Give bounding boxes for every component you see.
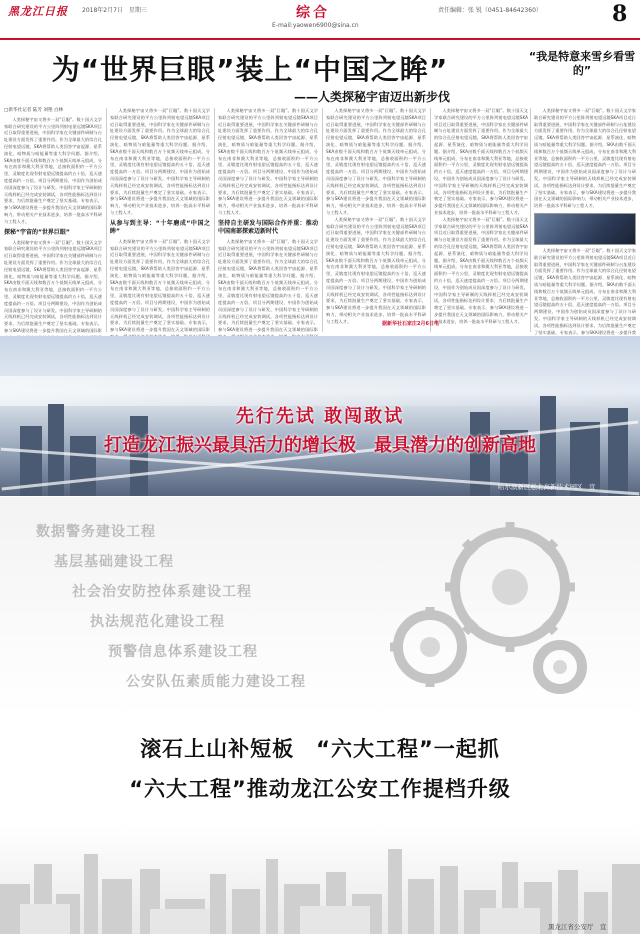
- column-text: 人类探秘宇宙又将多一双“巨眼”。数十国天文学家联合研究建设的平方公里阵列射电望远镜SKA项目近日取得重要进展，中国科学家在关键部件研制与台址建设方面发挥了重要作用。作为全球最大的综合孔径射电望远镜，SKA将帮助人类回答宇宙起源、星系演化、暗物质与暗能量等重大科学问题。据介绍，SKA由数千面天线和数百万个低频天线单元组成，分布在南非和澳大利亚等地，总接收面积约一平方公里，灵敏度比现有射电望远镜提高约五十倍，巡天速度提高约一万倍。项目分两期建设，中国作为创始成员国深度参与了设计与研发。中国科学家主导研制的天线样机已经完成安装调试，各项性能指标达到设计要求，为后续批量生产奠定了坚实基础。专家表示，参与SKA建设将进一步提升我国在天文领域的国际影响力，带动相关产业技术进步，培养一批高水平科研与工程人才。: [534, 108, 636, 209]
- column-divider: [214, 108, 215, 332]
- column-text: 人类探秘宇宙又将多一双“巨眼”。数十国天文学家联合研究建设的平方公里阵列射电望远镜SKA项目近日取得重要进展，中国科学家在关键部件研制与台址建设方面发挥了重要作用。作为全球最大的综合孔径射电望远镜，SKA将帮助人类回答宇宙起源、星系演化、暗物质与暗能量等重大科学问题。据介绍，SKA由数千面天线和数百万个低频天线单元组成，分布在南非和澳大利亚等地，总接收面积约一平方公里，灵敏度比现有射电望远镜提高约五十倍，巡天速度提高约一万倍。项目分两期建设，中国作为创始成员国深度参与了设计与研发。中国科学家主导研制的天线样机已经完成安装调试，各项性能指标达到设计要求，为后续批量生产奠定了坚实基础。专家表示，参与SKA建设将进一步提升我国在天文领域的国际影响力，带动相关产业技术进步，培养一批高水平科研与工程人才。: [434, 108, 528, 215]
- column-divider: [106, 108, 107, 332]
- column-text: 人类探秘宇宙又将多一双“巨眼”。数十国天文学家联合研究建设的平方公里阵列射电望远镜SKA项目近日取得重要进展，中国科学家在关键部件研制与台址建设方面发挥了重要作用。作为全球最大的综合孔径射电望远镜，SKA将帮助人类回答宇宙起源、星系演化、暗物质与暗能量等重大科学问题。据介绍，SKA由数千面天线和数百万个低频天线单元组成，分布在南非和澳大利亚等地，总接收面积约一平方公里，灵敏度比现有射电望远镜提高约五十倍，巡天速度提高约一万倍。项目分两期建设，中国作为创始成员国深度参与了设计与研发。中国科学家主导研制的天线样机已经完成安装调试，各项性能指标达到设计要求，为后续批量生产奠定了坚实基础。专家表示，参与SKA建设将进一步提升我国在天文领域的国际影响力，带动相关产业技术进步，培养一批高水平科研与工程人才。: [326, 108, 426, 215]
- column-text: 人类探秘宇宙又将多一双“巨眼”。数十国天文学家联合研究建设的平方公里阵列射电望远镜SKA项目近日取得重要进展，中国科学家在关键部件研制与台址建设方面发挥了重要作用。作为全球最大的综合孔径射电望远镜，SKA将帮助人类回答宇宙起源、星系演化、暗物质与暗能量等重大科学问题。据介绍，SKA由数千面天线和数百万个低频天线单元组成，分布在南非和澳大利亚等地，总接收面积约一平方公里，灵敏度比现有射电望远镜提高约五十倍，巡天速度提高约一万倍。项目分两期建设，中国作为创始成员国深度参与了设计与研发。中国科学家主导研制的天线样机已经完成安装调试，各项性能指标达到设计要求，为后续批量生产奠定了坚实基础。专家表示，参与SKA建设将进一步提升我国在天文领域的国际影: [218, 238, 318, 333]
- section-heading-2: 从参与到主导：“十年磨成“中国之眸”: [110, 219, 210, 235]
- page-number: 8: [612, 1, 628, 27]
- project-item: 基层基础建设工程: [54, 554, 174, 570]
- article-signature: 据新华社石家庄2月6日电: [382, 321, 439, 327]
- issue-date: 2018年2月7日 星期三: [82, 7, 147, 14]
- column-text: 人类探秘宇宙又将多一双“巨眼”。数十国天文学家联合研究建设的平方公里阵列射电望远镜SKA项目近日取得重要进展，中国科学家在关键部件研制与台址建设方面发挥了重要作用。作为全球最大的综合孔径射电望远镜，SKA将帮助人类回答宇宙起源、星系演化、暗物质与暗能量等重大科学问题。据介绍，SKA由数千面天线和数百万个低频天线单元组成，分布在南非和澳大利亚等地，总接收面积约一平方公里，灵敏度比现有射电望远镜提高约五十倍，巡天速度提高约一万倍。项目分两期建设，中国作为创始成员国深度参与了设计与研发。中国科学家主导研制的天线样机已经完成安装调试，各项性能指标达到设计要求，为后续批量生产奠定了坚实基础。专家表示，参与SKA建设将进一步提升我国在天文领域的国际影响力，带动相关产业技术进步，培养一批高水平科研与工程人才。: [218, 108, 318, 215]
- responsible-editor: 责任编辑：张 锐（0451-84642360）: [438, 7, 542, 14]
- section-heading-1: 探秘“宇宙的”世界巨眼”: [4, 228, 70, 236]
- column-text: 人类探秘宇宙又将多一双“巨眼”。数十国天文学家联合研究建设的平方公里阵列射电望远镜SKA项目近日取得重要进展，中国科学家在关键部件研制与台址建设方面发挥了重要作用。作为全球最大的综合孔径射电望远镜，SKA将帮助人类回答宇宙起源、星系演化、暗物质与暗能量等重大科学问题。据介绍，SKA由数千面天线和数百万个低频天线单元组成，分布在南非和澳大利亚等地，总接收面积约一平方公里，灵敏度比现有射电望远镜提高约五十倍，巡天速度提高约一万倍。项目分两期建设，中国作为创始成员国深度参与了设计与研发。中国科学家主导研制的天线样机已经完成安装调试，各项性能指标达到设计要求，为后续批量生产奠定了坚实基础。专家表示，参与SKA建设将进一步提升我: [534, 247, 636, 335]
- city-skyline-icon: [0, 824, 640, 934]
- article-column-1: [4, 108, 102, 332]
- column-text: 人类探秘宇宙又将多一双“巨眼”。数十国天文学家联合研究建设的平方公里阵列射电望远镜SKA项目近日取得重要进展，中国科学家在关键部件研制与台址建设方面发挥了重要作用。作为全球最大的综合孔径射电望远镜，SKA将帮助人类回答宇宙起源、星系演化、暗物质与暗能量等重大科学问题。据介绍，SKA由数千面天线和数百万个低频天线单元组成，分布在南非和澳大利亚等地，总接收面积约一平方公里，灵敏度比现有射电望远镜提高约五十倍，巡天速度提高约一万倍。项目分两期建设，中国作为创始成员国深度参与了设计与研发。中国科学家主导研制的天线样机已经完成安装调试，各项性能指标达到设计要求，为后续批量生产奠定了坚实基础。专家表示，参与SKA建设将进一步提升我国在天文领域的国际影响力，带动相关产业技术进步，培养一批高水平科研与工程人才。: [434, 216, 528, 324]
- project-item: 公安队伍素质能力建设工程: [126, 674, 306, 690]
- gear-cluster-icon: [360, 507, 590, 707]
- column-text: 人类探秘宇宙又将多一双“巨眼”。数十国天文学家联合研究建设的平方公里阵列射电望远镜SKA项目近日取得重要进展，中国科学家在关键部件研制与台址建设方面发挥了重要作用。作为全球最大的综合孔径射电望远镜，SKA将帮助人类回答宇宙起源、星系演化、暗物质与暗能量等重大科学问题。据介绍，SKA由数千面天线和数百万个低频天线单元组成，分布在南非和澳大利亚等地，总接收面积约一平方公里，灵敏度比现有射电望远镜提高约五十倍，巡天速度提高约一万倍。项目分两期建设，中国作为创始成员国深度参与了设计与研发。中国科学家主导研制的天线样机已经完成安装调试，各项性能指标达到设计要求，为后续批量生产奠定了坚实基础。专家表示，参与SKA建设将进一步提升我国在天文领域的国际影响力，带动相关产业技术进步，培养一批高水平科研与工程人才。: [4, 116, 102, 224]
- article-byline: □新华社记者 陆芳 刘艳 白林: [4, 108, 64, 113]
- article-column-2: [110, 108, 210, 332]
- ad-sponsor-credit: 黑龙江省公安厅 宣: [548, 923, 607, 931]
- project-item: 执法规范化建设工程: [90, 614, 225, 630]
- editor-email: E-mail:yaowen6900@sina.cn: [272, 22, 359, 29]
- column-text: 人类探秘宇宙又将多一双“巨眼”。数十国天文学家联合研究建设的平方公里阵列射电望远镜SKA项目近日取得重要进展，中国科学家在关键部件研制与台址建设方面发挥了重要作用。作为全球最大的综合孔径射电望远镜，SKA将帮助人类回答宇宙起源、星系演化、暗物质与暗能量等重大科学问题。据介绍，SKA由数千面天线和数百万个低频天线单元组成，分布在南非和澳大利亚等地，总接收面积约一平方公里，灵敏度比现有射电望远镜提高约五十倍，巡天速度提高约一万倍。项目分两期建设，中国作为创始成员国深度参与了设计与研发。中国科学家主导研制的天线样机已经完成安装调试，各项性能指标达到设计要求，为后续批量生产奠定了坚实基础。专家表示，参与SKA建设将进一步提升我国在天文领域的国际影响力，带动相关产业技术进步，培养一批高水平科研与工程人才。: [110, 108, 210, 215]
- sidebar-article-title: “我是特意来雪乡看雪的”: [528, 50, 636, 77]
- project-item: 预警信息体系建设工程: [108, 644, 258, 660]
- article-body: [4, 108, 636, 335]
- advertisement-new-district: [0, 336, 640, 496]
- sidebar-photo: [534, 213, 636, 245]
- column-divider: [322, 108, 323, 332]
- article-column-4: [326, 108, 426, 332]
- column-text: 人类探秘宇宙又将多一双“巨眼”。数十国天文学家联合研究建设的平方公里阵列射电望远镜SKA项目近日取得重要进展，中国科学家在关键部件研制与台址建设方面发挥了重要作用。作为全球最大的综合孔径射电望远镜，SKA将帮助人类回答宇宙起源、星系演化、暗物质与暗能量等重大科学问题。据介绍，SKA由数千面天线和数百万个低频天线单元组成，分布在南非和澳大利亚等地，总接收面积约一平方公里，灵敏度比现有射电望远镜提高约五十倍，巡天速度提高约一万倍。项目分两期建设，中国作为创始成员国深度参与了设计与研发。中国科学家主导研制的天线样机已经完成安装调试，各项性能指标达到设计要求，为后续批量生产奠定了坚实基础。专家表示，参与SKA建设将进一步提升我国在天文领域的国际影: [4, 239, 102, 333]
- ad-slogan-secondary: 打造龙江振兴最具活力的增长极 最具潜力的创新高地: [104, 435, 536, 456]
- column-divider: [530, 108, 531, 332]
- project-item: 数据警务建设工程: [36, 524, 156, 540]
- sidebar-column: [534, 108, 636, 335]
- main-headline: 为“世界巨眼”装上“中国之眸”: [51, 53, 449, 86]
- section-heading-3: 坚持自主研发与国际合作并重：推动中国南部探索迈新时代: [218, 219, 318, 235]
- article-column-5: [434, 108, 528, 332]
- column-text: 人类探秘宇宙又将多一双“巨眼”。数十国天文学家联合研究建设的平方公里阵列射电望远镜SKA项目近日取得重要进展，中国科学家在关键部件研制与台址建设方面发挥了重要作用。作为全球最大的综合孔径射电望远镜，SKA将帮助人类回答宇宙起源、星系演化、暗物质与暗能量等重大科学问题。据介绍，SKA由数千面天线和数百万个低频天线单元组成，分布在南非和澳大利亚等地，总接收面积约一平方公里，灵敏度比现有射电望远镜提高约五十倍，巡天速度提高约一万倍。项目分两期建设，中国作为创始成员国深度参与了设计与研发。中国科学家主导研制的天线样机已经完成安装调试，各项性能指标达到设计要求，为后续批量生产奠定了坚实基础。专家表示，参与SKA建设将进一步提升我国在天文领域的国际影: [110, 238, 210, 333]
- ad-sponsor-credit: 哈尔滨新区松北高新技术园区 宣: [498, 483, 596, 491]
- newspaper-logo: 黑龙江日报: [8, 5, 68, 18]
- masthead: [0, 0, 640, 40]
- column-text: 人类探秘宇宙又将多一双“巨眼”。数十国天文学家联合研究建设的平方公里阵列射电望远镜SKA项目近日取得重要进展，中国科学家在关键部件研制与台址建设方面发挥了重要作用。作为全球最大的综合孔径射电望远镜，SKA将帮助人类回答宇宙起源、星系演化、暗物质与暗能量等重大科学问题。据介绍，SKA由数千面天线和数百万个低频天线单元组成，分布在南非和澳大利亚等地，总接收面积约一平方公里，灵敏度比现有射电望远镜提高约五十倍，巡天速度提高约一万倍。项目分两期建设，中国作为创始成员国深度参与了设计与研发。中国科学家主导研制的天线样机已经完成安装调试，各项性能指标达到设计要求，为后续批量生产奠定了坚实基础。专家表示，参与SKA建设将进一步提升我国在天文领域的国际影响力，带动相关产业技术进步，培养一批高水平科研与工程人才。: [326, 216, 426, 324]
- ad-main-title: 滚石上山补短板 “六大工程”一起抓: [140, 737, 500, 761]
- column-divider: [430, 108, 431, 332]
- sub-headline: ——人类探秘宇宙迈出新步伐: [293, 90, 450, 104]
- project-item: 社会治安防控体系建设工程: [72, 584, 252, 600]
- section-title: 综合: [296, 5, 330, 21]
- article-column-3: [218, 108, 318, 332]
- advertisement-public-security: [0, 497, 640, 934]
- ad-sub-title: “六大工程”推动龙江公安工作提档升级: [129, 777, 511, 801]
- ad-slogan-primary: 先行先试 敢闯敢试: [235, 406, 405, 427]
